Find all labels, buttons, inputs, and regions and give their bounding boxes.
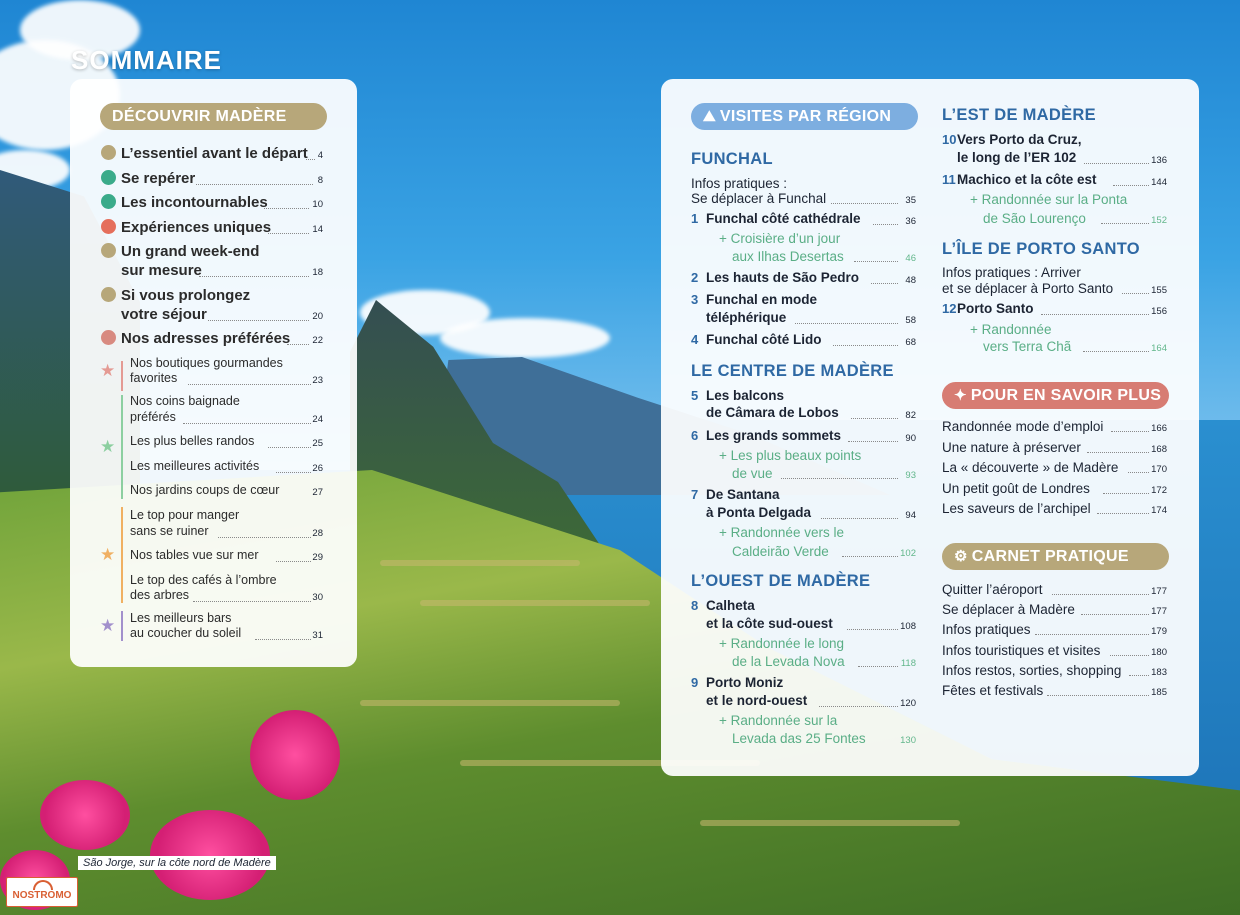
page-number: 90 [905,433,916,444]
logo-text: NOSTROMO [12,890,72,901]
page-number: 58 [905,315,916,326]
page-number: 118 [900,658,916,669]
page-title: SOMMAIRE [71,45,222,75]
itinerary[interactable]: Les hauts de São Pedro [706,270,860,285]
violet-star-icon: ★ [100,616,116,635]
itinerary-extra-line-2[interactable]: Caldeirão Verde [732,544,829,559]
page-number: 31 [312,630,323,641]
sparkle-icon: ✦ [954,387,967,404]
itinerary[interactable]: De Santana [706,487,780,502]
gold-bullet-icon [101,243,116,258]
itinerary-number: 6 [691,428,699,443]
page-number: 20 [312,311,323,322]
page-number: 156 [1151,306,1167,317]
toc-subitem[interactable]: Les plus belles randos [130,434,255,448]
toc-item[interactable]: Une nature à préserver [942,440,1081,455]
page-number: 155 [1151,285,1167,296]
toc-item-line-2[interactable]: votre séjour [121,306,207,323]
group-bar [121,395,123,499]
leader-dots [795,323,898,324]
itinerary-extra[interactable]: + Randonnée vers le [719,525,844,540]
toc-item[interactable]: Randonnée mode d’emploi [942,419,1104,434]
page-number: 10 [312,199,323,210]
page-number: 166 [1151,423,1167,434]
page-number: 22 [312,335,323,346]
page-number: 26 [312,463,323,474]
page-number: 179 [1151,626,1167,637]
page-number: 170 [1151,464,1167,475]
flowers [40,780,130,850]
page-number: 183 [1151,667,1167,678]
toc-subitem[interactable]: Le top pour manger [130,508,240,522]
toc-item[interactable]: L’essentiel avant le départ [121,145,308,162]
itinerary-number: 7 [691,487,699,502]
section-header-label: VISITES PAR RÉGION [719,108,892,125]
toc-subitem[interactable]: Nos tables vue sur mer [130,548,259,562]
leader-dots [1035,634,1149,635]
itinerary[interactable]: Funchal en mode [706,292,818,307]
itinerary-line-2[interactable]: et la côte sud-ouest [706,616,833,631]
itinerary-number: 3 [691,292,699,307]
leader-dots [1084,163,1149,164]
infos-line-2[interactable]: Se déplacer à Funchal [691,191,827,206]
orange-star-icon: ★ [100,545,116,564]
toc-item[interactable]: Infos touristiques et visites [942,643,1101,658]
leader-dots [848,441,898,442]
page-number: 30 [312,592,323,603]
toc-subitem-line-2[interactable]: sans se ruiner [130,524,209,538]
page-number: 4 [317,150,323,161]
toc-subitem[interactable]: Les meilleurs bars [130,611,232,625]
itinerary[interactable]: Porto Santo [957,301,1034,316]
section-header-visites [691,103,918,130]
itinerary-number: 12 [942,301,957,316]
itinerary[interactable]: Porto Moniz [706,675,784,690]
toc-subitem-line-2[interactable]: au coucher du soleil [130,626,242,640]
page-number: 168 [1151,444,1167,455]
photo-caption: São Jorge, sur la côte nord de Madère [78,856,276,870]
hiker-icon: ⛰ [703,108,716,125]
itinerary-number: 8 [691,598,699,613]
leader-dots [1041,314,1149,315]
leader-dots [188,384,311,385]
right-panel [661,79,1199,776]
page-number: 130 [900,735,916,746]
terrace [700,820,960,826]
page-number: 35 [905,195,916,206]
page-number: 174 [1151,505,1167,516]
page-number: 24 [312,414,323,425]
itinerary-extra[interactable]: + Randonnée sur la [719,713,838,728]
toc-item[interactable]: Les saveurs de l’archipel [942,501,1091,516]
leader-dots [1083,351,1149,352]
page-number: 172 [1151,485,1167,496]
leader-dots [1081,614,1149,615]
leader-dots [821,518,898,519]
page-number: 94 [905,510,916,521]
leader-dots [196,184,313,185]
toc-subitem[interactable]: Les meilleures activités [130,459,260,473]
itinerary-number: 9 [691,675,699,690]
terrace [420,600,650,606]
page-number: 27 [312,487,323,498]
itinerary[interactable]: Machico et la côte est [957,172,1097,187]
itinerary-extra[interactable]: + Randonnée le long [719,636,844,651]
cloud [440,318,610,358]
toc-subitem[interactable]: Le top des cafés à l’ombre [130,573,277,587]
gold-bullet-icon [101,287,116,302]
leader-dots [833,345,898,346]
page-number: 46 [905,253,916,264]
leader-dots [1097,513,1149,514]
leader-dots [218,537,311,538]
leader-dots [781,478,898,479]
leader-dots [1087,452,1149,453]
teal-bullet-icon [101,170,116,185]
page-number: 185 [1151,687,1167,698]
red-bullet-icon [101,219,116,234]
itinerary-number: 1 [691,211,699,226]
gold-bullet-icon [101,145,116,160]
itinerary-extra-line-2[interactable]: de vue [732,466,773,481]
infos-line[interactable]: Infos pratiques : [691,176,788,191]
itinerary-number: 11 [942,172,956,187]
itinerary-extra-line-2[interactable]: Levada das 25 Fontes [732,731,866,746]
itinerary-extra-line-2[interactable]: aux Ilhas Desertas [732,249,844,264]
toc-item[interactable]: Se déplacer à Madère [942,602,1075,617]
section-header-carnet [942,543,1169,570]
toc-item[interactable]: Infos restos, sorties, shopping [942,663,1122,678]
infos-line[interactable]: Infos pratiques : Arriver [942,265,1081,280]
page-number: 48 [905,275,916,286]
page-number: 29 [312,552,323,563]
region-heading-centre: LE CENTRE DE MADÈRE [691,362,894,380]
page-number: 177 [1151,586,1167,597]
leader-dots [842,556,898,557]
toc-subitem-line-2[interactable]: favorites [130,371,178,385]
toc-item[interactable]: Quitter l’aéroport [942,582,1043,597]
itinerary[interactable]: Vers Porto da Cruz, [957,132,1082,147]
flowers [150,810,270,900]
section-header-label: CARNET PRATIQUE [971,548,1129,565]
toc-item[interactable]: La « découverte » de Madère [942,460,1119,475]
toc-item[interactable]: Si vous prolongez [121,287,251,304]
infos-line-2[interactable]: et se déplacer à Porto Santo [942,281,1114,296]
toc-subitem[interactable]: Nos jardins coups de cœur [130,483,280,497]
terrace [380,560,580,566]
itinerary-number: 2 [691,270,699,285]
page-number: 93 [905,470,916,481]
page-number: 18 [312,267,323,278]
toc-subitem[interactable]: Nos coins baignade [130,394,240,408]
leader-dots [193,601,311,602]
toc-item[interactable]: Un petit goût de Londres [942,481,1090,496]
itinerary-extra-line-2[interactable]: vers Terra Chã [983,339,1072,354]
itinerary-line-2[interactable]: le long de l’ER 102 [957,150,1077,165]
page-number: 180 [1151,647,1167,658]
toc-subitem[interactable]: Nos boutiques gourmandes [130,356,283,370]
page-number: 177 [1151,606,1167,617]
page-number: 28 [312,528,323,539]
rose-bullet-icon [101,330,116,345]
page-number: 102 [900,548,916,559]
toc-item-line-2[interactable]: sur mesure [121,262,202,279]
region-heading-porto-santo: L’ÎLE DE PORTO SANTO [942,240,1140,258]
itinerary-extra-line-2[interactable]: de São Lourenço [983,211,1086,226]
itinerary-extra[interactable]: + Randonnée [970,322,1052,337]
section-header-savoir [942,382,1169,409]
page-number: 68 [905,337,916,348]
toc-item[interactable]: Se repérer [121,170,196,187]
teal-bullet-icon [101,194,116,209]
itinerary-number: 5 [691,388,699,403]
group-bar [121,611,123,641]
itinerary-number: 4 [691,332,699,347]
leader-dots [831,203,898,204]
leader-dots [847,629,898,630]
toc-subitem-line-2[interactable]: préférés [130,410,176,424]
page-number: 164 [1151,343,1167,354]
toc-item[interactable]: Expériences uniques [121,219,272,236]
itinerary-line-2[interactable]: téléphérique [706,310,787,325]
publisher-logo [6,877,78,907]
toc-subitem-line-2[interactable]: des arbres [130,588,190,602]
leader-dots [208,320,309,321]
flowers [250,710,340,800]
page-number: 25 [312,438,323,449]
itinerary-line-2[interactable]: et le nord-ouest [706,693,808,708]
itinerary-line-2[interactable]: de Câmara de Lobos [706,405,839,420]
itinerary[interactable]: Funchal côté cathédrale [706,211,861,226]
page-number: 136 [1151,155,1167,166]
green-star-icon: ★ [100,437,116,456]
leader-dots [1052,594,1149,595]
region-heading-ouest: L’OUEST DE MADÈRE [691,572,871,590]
leader-dots [183,423,311,424]
leader-dots [199,276,309,277]
toc-item[interactable]: Infos pratiques [942,622,1031,637]
page-number: 144 [1151,177,1167,188]
leader-dots [851,418,898,419]
toc-item[interactable]: Fêtes et festivals [942,683,1044,698]
logo-arc-icon [33,880,53,890]
page-number: 23 [312,375,323,386]
pink-star-icon: ★ [100,361,116,380]
page-number: 14 [312,224,323,235]
itinerary[interactable]: Les grands sommets [706,428,842,443]
leader-dots [1047,695,1149,696]
leader-dots [819,706,898,707]
itinerary-extra[interactable]: + Croisière d’un jour [719,231,841,246]
itinerary[interactable]: Calheta [706,598,755,613]
region-heading-funchal: FUNCHAL [691,150,773,168]
toc-item[interactable]: Un grand week-end [121,243,260,260]
itinerary-extra[interactable]: + Les plus beaux points [719,448,862,463]
page-number: 120 [900,698,916,709]
itinerary[interactable]: Les balcons [706,388,785,403]
itinerary-extra[interactable]: + Randonnée sur la Ponta [970,192,1128,207]
group-bar [121,507,123,603]
itinerary-number: 10 [942,132,957,147]
terrace [360,700,620,706]
page-number: 82 [905,410,916,421]
page-number: 152 [1151,215,1167,226]
page-number: 108 [900,621,916,632]
leader-dots [1101,223,1149,224]
group-bar [121,361,123,391]
itinerary-line-2[interactable]: à Ponta Delgada [706,505,812,520]
left-panel [70,79,357,667]
toc-item[interactable]: Les incontournables [121,194,268,211]
toc-item[interactable]: Nos adresses préférées [121,330,291,347]
page-number: 8 [317,175,323,186]
region-heading-est: L’EST DE MADÈRE [942,106,1096,124]
itinerary-extra-line-2[interactable]: de la Levada Nova [732,654,845,669]
section-header-label: POUR EN SAVOIR PLUS [970,387,1162,404]
page-number: 36 [905,216,916,227]
itinerary[interactable]: Funchal côté Lido [706,332,822,347]
section-header-decouvrir: DÉCOUVRIR MADÈRE [100,103,327,130]
gear-icon: ⚙ [954,548,968,565]
